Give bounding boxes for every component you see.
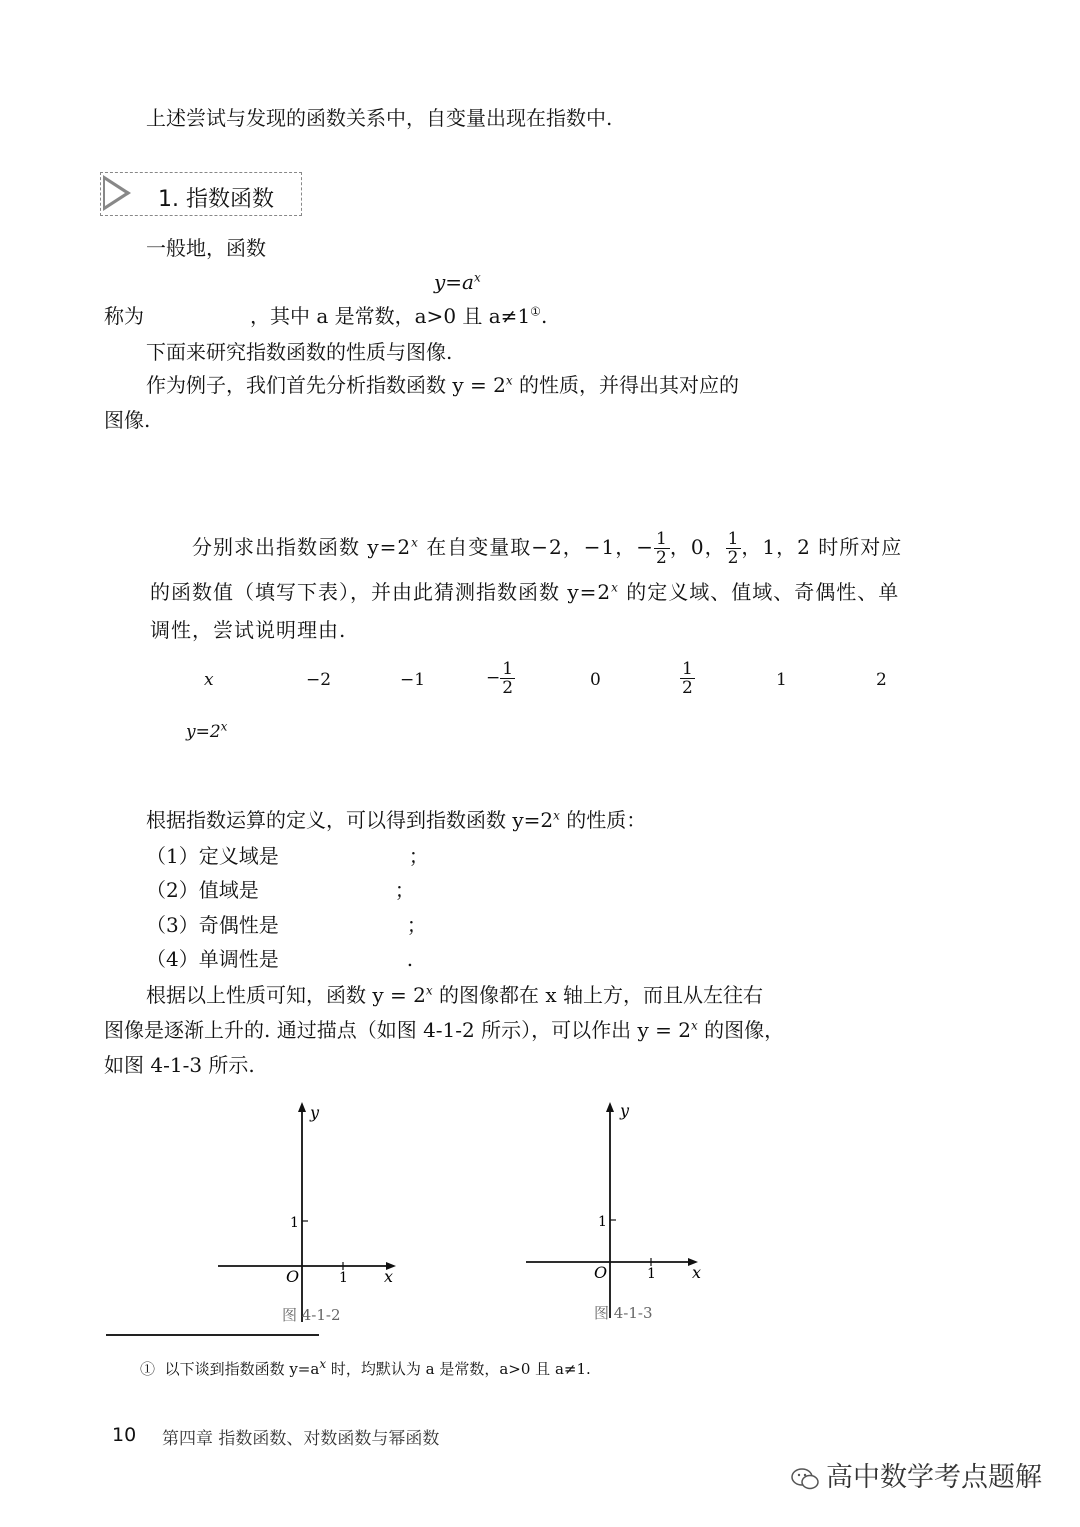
graph-figure-4-1-3: [526, 1098, 716, 1332]
coordinate-axes: [218, 1100, 408, 1330]
footnote-divider: [106, 1334, 319, 1336]
task-line-3: 调性，尝试说明理由.: [150, 618, 347, 642]
table-cell: 1: [776, 670, 787, 690]
definition-lead: 一般地，函数: [146, 236, 266, 260]
table-row-label-x: x: [204, 670, 214, 690]
watermark: 高中数学考点题解: [790, 1455, 1042, 1494]
table-cell: −2: [306, 670, 332, 690]
page-number: 10: [112, 1424, 137, 1446]
property-domain: （1）定义域是 ；: [146, 844, 429, 868]
task-line-1: 分别求出指数函数 $y=2^x$ 在自变量取−2，−1，− $\frac{1}{2}$ ，0， $\frac{1}{2}$ ，1，2 时所对应: [192, 529, 903, 568]
property-range: （2）值域是 ；: [146, 878, 415, 902]
graph-figure-4-1-2: [218, 1100, 408, 1334]
table-cell: $\frac{1}{2}$: [682, 659, 693, 698]
properties-lead: 根据指数运算的定义，可以得到指数函数 $y=2^x$ 的性质：: [146, 808, 647, 832]
conclusion-line-1: 根据以上性质可知，函数 $y = 2^x$ 的图像都在 x 轴上方，而且从左往右: [146, 983, 763, 1007]
y-axis-label: y: [620, 1101, 630, 1120]
conclusion-line-3: 如图 4-1-3 所示.: [104, 1053, 255, 1077]
figure-caption: 图 4-1-3: [594, 1304, 653, 1322]
section-heading: 1. 指数函数: [158, 187, 274, 212]
figure-caption: 图 4-1-2: [282, 1306, 341, 1324]
property-parity: （3）奇偶性是 ；: [146, 913, 427, 937]
definition-line: 称为 ，其中 a 是常数，a>0 且 a≠1①.: [104, 304, 548, 328]
x-axis-label: x: [692, 1263, 702, 1282]
x-axis-label: x: [384, 1267, 394, 1286]
running-footer: 第四章 指数函数、对数函数与幂函数: [162, 1429, 440, 1449]
x-tick-label: 1: [647, 1266, 656, 1282]
y-tick-label: 1: [598, 1214, 607, 1230]
origin-label: O: [286, 1267, 300, 1286]
footnote-ref: ①: [530, 304, 541, 319]
table-cell: 2: [876, 670, 887, 690]
example-line-1: 作为例子，我们首先分析指数函数 $y = 2^x$ 的性质，并得出其对应的: [146, 373, 739, 397]
wechat-icon: [790, 1467, 820, 1491]
table-cell: − $\frac{1}{2}$: [486, 659, 514, 698]
y-axis-label: y: [310, 1103, 320, 1122]
intro-line: 上述尝试与发现的函数关系中，自变量出现在指数中.: [146, 106, 613, 130]
origin-label: O: [594, 1263, 608, 1282]
example-line-2: 图像.: [104, 408, 151, 432]
x-tick-label: 1: [339, 1270, 348, 1286]
property-monotonicity: （4）单调性是 .: [146, 947, 414, 971]
coordinate-axes: [526, 1098, 716, 1328]
study-line: 下面来研究指数函数的性质与图像.: [146, 340, 453, 364]
definition-formula: $y=a^x$: [434, 270, 481, 294]
table-row-label-y: $y=2^x$: [186, 719, 228, 742]
conclusion-line-2: 图像是逐渐上升的. 通过描点（如图 4-1-2 所示），可以作出 $y = 2^x$ 的图像，: [104, 1018, 785, 1042]
footnote: ① 以下谈到指数函数 $y=a^x$ 时，均默认为 a 是常数，a>0 且 a≠1.: [140, 1357, 591, 1378]
task-line-2: 的函数值（填写下表），并由此猜测指数函数 $y=2^x$ 的定义域、值域、奇偶性、单: [150, 580, 900, 604]
table-cell: 0: [590, 670, 601, 690]
table-cell: −1: [400, 670, 426, 690]
y-tick-label: 1: [290, 1215, 299, 1231]
